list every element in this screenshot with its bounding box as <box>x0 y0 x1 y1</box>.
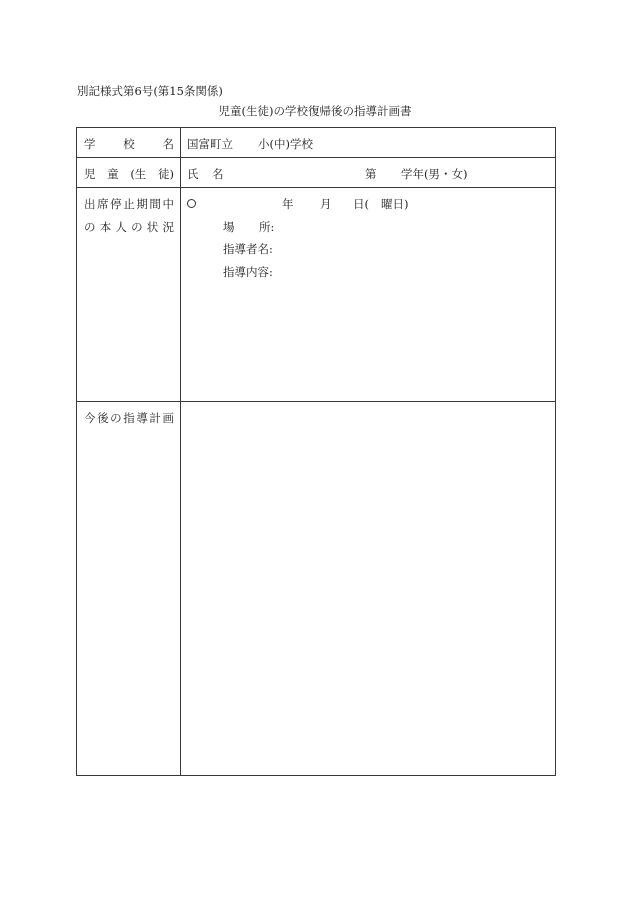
list-circle-icon <box>187 196 196 210</box>
plan-label-char: 後 <box>97 411 109 425</box>
status-label-char: 況 <box>162 220 174 234</box>
document-title: 児童(生徒)の学校復帰後の指導計画書 <box>218 104 412 118</box>
student-label-char: 徒) <box>157 167 174 181</box>
plan-label-char: 今 <box>84 411 96 425</box>
school-label-char: 学 <box>84 137 96 151</box>
student-label-char: 児 <box>84 167 96 181</box>
status-label-char: 状 <box>146 220 159 234</box>
plan-row <box>77 402 555 775</box>
school-label-char: 校 <box>123 137 135 151</box>
status-label-char: 席 <box>97 197 109 211</box>
date-year-label: 年 <box>282 197 294 211</box>
plan-label-char: 指 <box>123 411 135 425</box>
form-number-label: 別記様式第6号(第15条関係) <box>77 84 223 98</box>
school-label <box>84 136 174 152</box>
school-prefix: 国富町立 <box>187 137 233 151</box>
status-label-char: 期 <box>136 197 148 211</box>
name-label-char: 名 <box>212 167 224 181</box>
status-row <box>77 188 555 402</box>
plan-label-char: の <box>110 411 122 425</box>
plan-value-cell[interactable] <box>181 402 555 775</box>
student-label-char: 童 <box>107 167 119 181</box>
school-label-char: 名 <box>162 137 174 151</box>
student-label-cell <box>77 158 181 187</box>
date-weekday-label: 曜日) <box>381 197 409 211</box>
guidance-plan-form <box>76 127 556 776</box>
status-label-line1 <box>84 196 174 212</box>
plan-label-cell <box>77 402 181 775</box>
status-label-line2 <box>84 219 174 235</box>
date-month-label: 月 <box>320 197 332 211</box>
status-label-char: 本 <box>99 220 112 234</box>
grade-prefix: 第 <box>365 167 377 181</box>
plan-label <box>84 410 174 426</box>
student-label <box>84 166 174 182</box>
status-value-cell[interactable] <box>181 188 555 401</box>
place-label-char: 所: <box>259 220 275 234</box>
date-day-label: 日( <box>353 197 369 211</box>
student-row <box>77 158 555 188</box>
status-label-char: 人 <box>115 220 127 234</box>
plan-label-char: 導 <box>136 411 148 425</box>
student-label-char: (生 <box>130 167 147 181</box>
plan-label-char: 計 <box>149 411 161 425</box>
status-label-char: の <box>84 220 96 234</box>
student-value-cell[interactable] <box>181 158 555 187</box>
status-label-char: 停 <box>110 197 122 211</box>
name-label-char: 氏 <box>187 167 199 181</box>
status-label-char: 間 <box>149 197 161 211</box>
school-row <box>77 128 555 158</box>
school-suffix: 小(中)学校 <box>258 137 313 151</box>
status-label-char: 中 <box>162 197 174 211</box>
status-label-char: 止 <box>123 197 135 211</box>
school-value-cell[interactable] <box>181 128 555 157</box>
school-label-cell <box>77 128 181 157</box>
place-label-char: 場 <box>223 220 235 234</box>
instructor-label: 指導者名: <box>223 242 273 256</box>
content-label: 指導内容: <box>223 265 273 279</box>
status-label-cell <box>77 188 181 401</box>
status-label-char: 出 <box>84 197 96 211</box>
plan-label-char: 画 <box>162 411 174 425</box>
grade-suffix: 学年(男・女) <box>401 167 468 181</box>
status-label-char: の <box>131 220 143 234</box>
